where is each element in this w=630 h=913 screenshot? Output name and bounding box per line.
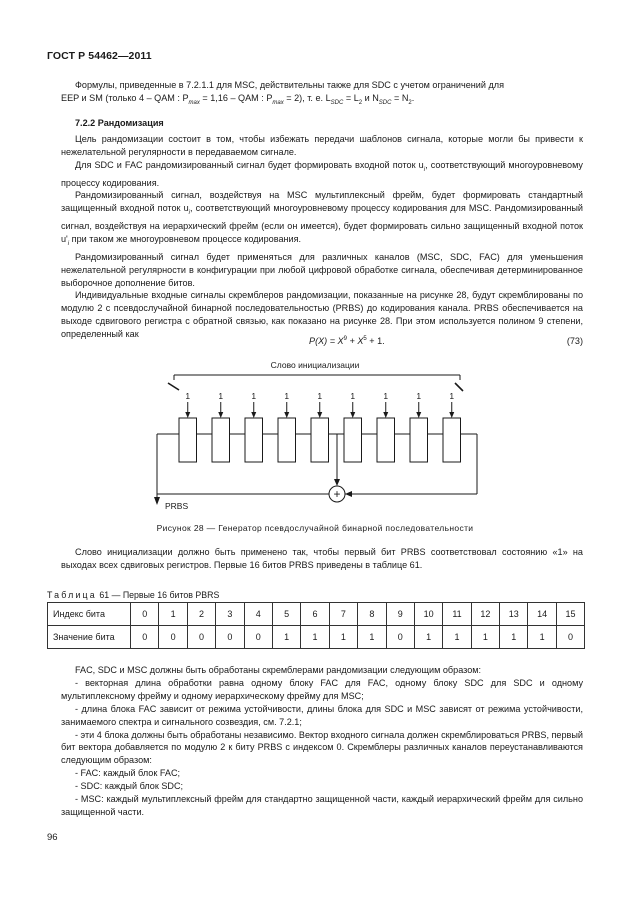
body-paragraph: Цель рандомизации состоит в том, чтобы избежать передачи шаблонов сигнала, которые могли бы привести к нежелательной регулярности в передаваемом сигнале. [61,134,583,157]
shift-register-cell [344,418,362,462]
init-input-arrow [251,412,256,418]
intro-text: EEP и SM (только 4 – QAM : P [61,92,189,103]
table-cell: 2 [187,603,215,626]
table-cell: 4 [244,603,272,626]
intro-text: = N [391,92,409,103]
shift-register-cell [278,418,296,462]
prbs-bits-table [47,602,585,649]
intro-text: . [411,92,415,103]
intro-text: = L [343,92,359,103]
table-cell: 11 [443,603,471,626]
init-word-slash [455,383,463,391]
subscript: SDC [378,99,392,106]
table-cell: 1 [272,626,300,649]
text: Для SDC и FAC рандомизированный сигнал будет формировать входной поток u [75,159,424,170]
subscript: 2 [358,99,363,106]
table-row [48,603,585,626]
body-paragraph: Слово инициализации должно быть применено так, чтобы первый бит PRBS соответствовал состоянию «1» на выходах всех сдвиговых регистров. Первые 16 битов PRBS приведены в таблице 61. [61,547,583,570]
table-cell: 9 [386,603,414,626]
table-cell: 5 [272,603,300,626]
init-bit-label: 1 [218,391,224,401]
page-number: 96 [47,832,58,843]
row-header: Индекс бита [48,603,131,626]
superscript: 9 [343,336,347,342]
table-cell: 0 [556,626,584,649]
subscript: 2 [408,99,412,106]
intro-text: = 1,16 – QAM : P [199,92,273,103]
shift-register-cell [245,418,263,462]
list-item: - FAC: каждый блок FAC; [75,768,181,779]
subscript: i [188,210,191,217]
list-item: - SDC: каждый блок SDC; [75,781,184,792]
equation-number: (73) [566,336,583,346]
shift-register-cell [311,418,329,462]
bottom-text [61,664,583,819]
table-cell: 10 [414,603,442,626]
text: при таком же многоуровневом процессе кодирования. [69,233,302,244]
tap-arrow [334,479,340,486]
table-cell: 1 [159,603,187,626]
prbs-label: PRBS [165,501,189,511]
text: , соответствующий многоуровневому процессу кодирования для MSC. Рандомизированный сигнал, воздействуя на иерархический фрейм (если он имеется), будет формировать сильно защищенный входной поток u' [61,203,583,244]
table-cell: 1 [443,626,471,649]
text: Рандомизированный сигнал, воздействуя на MSC мультиплексный фрейм, будет формировать стандартный защищенный входной поток u [61,190,583,214]
body-paragraph: Рандомизированный сигнал будет применяться для различных каналов (MSC, SDC, FAC) для уменьшения нежелательной регулярности в конфигурации при любой цифровой обработке сигнала, обеспечивая детерминированное выборочное дополнение битов. [61,251,583,288]
body-paragraph: Индивидуальные входные сигналы скремблеров рандомизации, показанные на рисунке 28, будут скремблированы по модулю 2 с псевдослучайной бинарной последовательностью (PRBS) до кодирования канала. PRBS обеспечивается на выходе сдвигового регистра с обратной связью, как показано на рисунке 28. При этом используется полином 9 степени, определенный как [61,290,583,340]
init-input-arrow [383,412,388,418]
init-bit-label: 1 [416,391,422,401]
table-cell: 7 [329,603,357,626]
table-cell: 0 [216,626,244,649]
init-bit-label: 1 [317,391,323,401]
table-cell: 1 [500,626,528,649]
table-cell: 8 [358,603,386,626]
body-paragraph: FAC, SDC и MSC должны быть обработаны скремблерами рандомизации следующим образом: [75,665,482,675]
table-cell: 1 [358,626,386,649]
table-cell: 1 [301,626,329,649]
init-word-slash [168,383,179,390]
shift-register-cell [179,418,197,462]
shift-register [179,391,461,462]
table-cell: 1 [471,626,499,649]
intro-text: = 2), т. е. L [283,92,331,103]
table-cell: 14 [528,603,556,626]
intro-text: и N [362,92,379,103]
init-word-label: Слово инициализации [270,360,360,370]
init-input-arrow [218,412,223,418]
table-cell: 1 [528,626,556,649]
table-cell: 0 [386,626,414,649]
table-cell: 6 [301,603,329,626]
eq-part: P(X) = X [309,336,344,347]
shift-register-cell [443,418,461,462]
text: , соответствующий многоуровневому процессу кодирования. [61,159,583,188]
shift-register-cell [410,418,428,462]
init-bit-label: 1 [383,391,389,401]
table-caption-word: Таблица [47,590,97,600]
init-input-arrow [317,412,322,418]
init-input-arrow [416,412,421,418]
init-input-arrow [350,412,355,418]
shift-register-cell [377,418,395,462]
shift-register-cell [212,418,230,462]
subscript: max [272,99,284,106]
table-cell: 13 [500,603,528,626]
init-bit-label: 1 [350,391,356,401]
init-input-arrow [185,412,190,418]
table-cell: 0 [131,603,159,626]
subscript: i [67,240,70,247]
table-cell: 0 [159,626,187,649]
init-bit-label: 1 [449,391,455,401]
table-row [48,626,585,649]
init-bit-label: 1 [185,391,191,401]
subscript: SDC [330,99,344,106]
subscript: i [423,166,426,173]
list-item: - эти 4 блока должны быть обработаны независимо. Вектор входного сигнала должен скремблироваться PRBS, первый бит вектора добавляется по модулю 2 к биту PRBS с индексом 0. Скремблеры различных каналов переустанавливаются следующим образом: [61,729,583,766]
table-cell: 0 [131,626,159,649]
subscript: max [188,99,200,106]
init-input-arrow [284,412,289,418]
feedback-arrow [345,491,352,497]
table-cell: 12 [471,603,499,626]
document-header: ГОСТ Р 54462—2011 [47,50,152,62]
section-title: 7.2.2 Рандомизация [75,118,164,128]
adder-symbol: + [333,487,341,501]
table-caption-rest: 61 — Первые 16 битов PBRS [96,590,220,600]
after-figure-text [61,546,583,572]
table-cell: 3 [216,603,244,626]
table-cell: 0 [187,626,215,649]
table-cell: 0 [244,626,272,649]
init-bit-label: 1 [284,391,290,401]
list-item: - длина блока FAC зависит от режима устойчивости, длины блока для SDC и MSC зависят от режима устойчивости, занимаемого спектра и сигнального созвездия, см. 7.2.1; [61,703,583,727]
table-cell: 1 [329,626,357,649]
table-caption [47,590,219,600]
figure-caption: Рисунок 28 — Генератор псевдослучайной бинарной последовательности [156,523,474,533]
init-bit-label: 1 [251,391,257,401]
output-arrow [154,497,160,505]
table-cell: 1 [414,626,442,649]
list-item: - MSC: каждый мультиплексный фрейм для стандартно защищенной части, каждый иерархический фрейм для сильно защищенной части. [61,794,583,817]
eq-part: + X [346,336,364,347]
eq-part: + 1. [366,336,385,347]
superscript: 5 [363,336,367,342]
row-header: Значение бита [48,626,131,649]
intro-line-1: Формулы, приведенные в 7.2.1.1 для MSC, действительны также для SDC с учетом ограничений для [75,80,505,90]
init-input-arrow [449,412,454,418]
table-cell: 15 [556,603,584,626]
list-item: - векторная длина обработки равна одному блоку FAC для FAC, одному блоку SDC для SDC и одному мультиплексному фрейму и одному иерархическому фрейму для MSC; [61,677,583,701]
